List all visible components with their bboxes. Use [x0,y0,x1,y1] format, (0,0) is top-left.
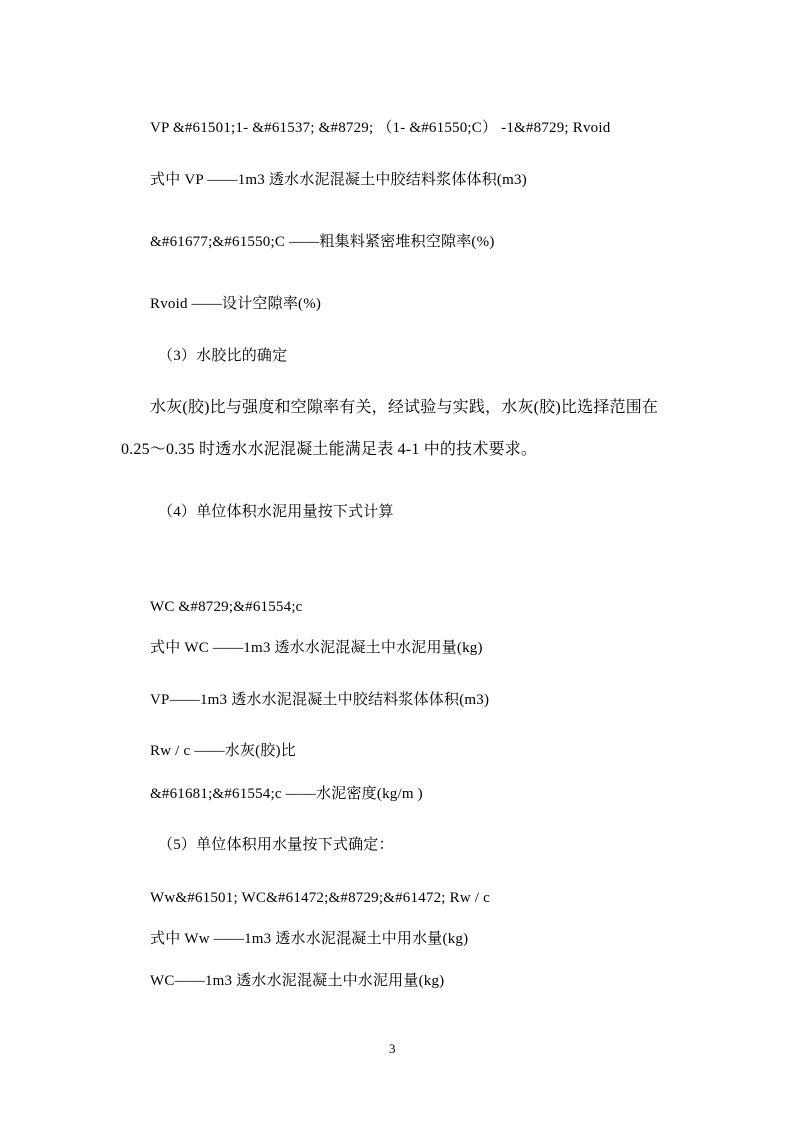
definition-wc-2: WC——1m3 透水水泥混凝土中水泥用量(kg) [150,973,445,989]
definition-rwc: Rw / c ——水灰(胶)比 [150,743,296,759]
formula-wc: WC &#8729;&#61554;c [150,599,303,615]
section-heading-5: （5）单位体积用水量按下式确定： [158,837,394,853]
paragraph-line-2: 0.25～0.35 时透水水泥混凝土能满足表 4-1 中的技术要求。 [121,441,538,458]
definition-wc: 式中 WC ——1m3 透水水泥混凝土中水泥用量(kg) [150,640,483,656]
paragraph-line-1: 水灰(胶)比与强度和空隙率有关，经试验与实践，水灰(胶)比选择范围在 [150,399,659,416]
definition-vp-2: VP——1m3 透水水泥混凝土中胶结料浆体体积(m3) [150,692,490,708]
formula-ww: Ww&#61501; WC&#61472;&#8729;&#61472; Rw / c [150,890,490,906]
definition-vp: 式中 VP ——1m3 透水水泥混凝土中胶结料浆体体积(m3) [150,172,527,188]
definition-cement-density: &#61681;&#61554;c ——水泥密度(kg/m ) [150,786,423,802]
definition-rvoid: Rvoid ——设计空隙率(%) [150,296,322,312]
definition-ww: 式中 Ww ——1m3 透水水泥混凝土中用水量(kg) [150,931,469,947]
definition-void-ratio: &#61677;&#61550;C ——粗集料紧密堆积空隙率(%) [150,234,495,250]
section-heading-3: （3）水胶比的确定 [158,348,288,364]
section-heading-4: （4）单位体积水泥用量按下式计算 [158,504,394,520]
page-number: 3 [389,1041,396,1056]
formula-vp: VP &#61501;1- &#61537; &#8729; （1- &#61550;C） -1&#8729; Rvoid [150,120,611,136]
